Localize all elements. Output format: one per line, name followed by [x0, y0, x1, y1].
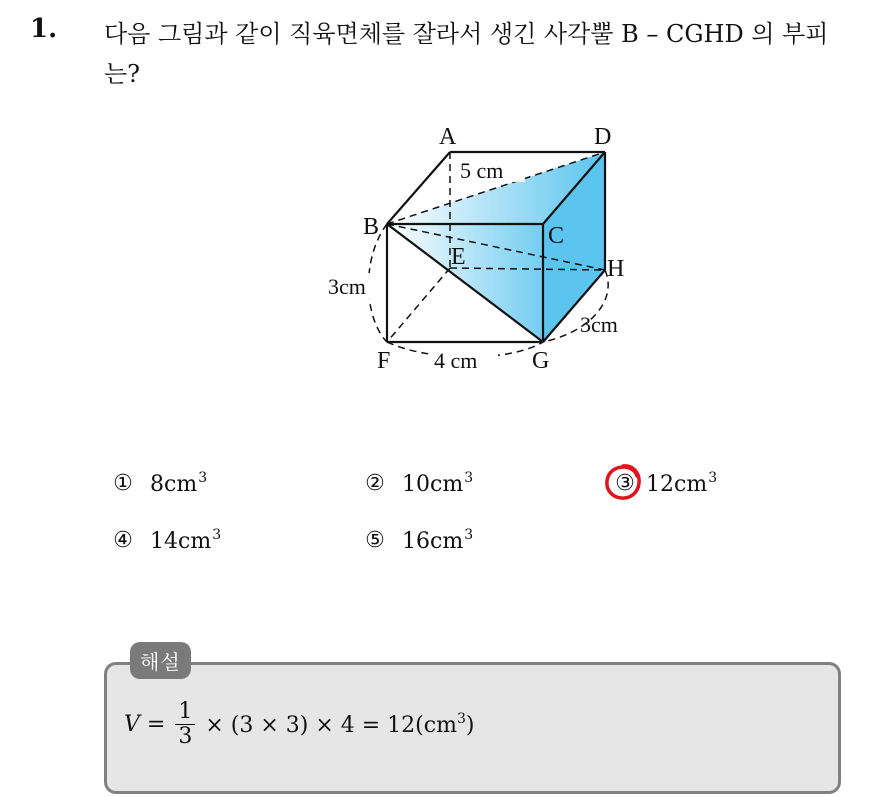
explanation-formula: [124, 700, 474, 749]
choice-5-symbol: ⑤: [365, 528, 385, 553]
formula-lhs: V =: [124, 712, 166, 737]
vertex-a-label: A: [439, 124, 457, 150]
choice-3-value: $12cm^3$: [646, 470, 718, 497]
choice-1-symbol: ①: [113, 471, 133, 496]
vertex-c-label: C: [548, 223, 565, 249]
choice-2-value: $10cm^3$: [402, 470, 474, 497]
choice-4-value: $14cm^3$: [150, 527, 222, 554]
vertex-h-label: H: [607, 256, 625, 282]
choice-3[interactable]: [612, 470, 717, 497]
fraction-numerator: 1: [175, 700, 195, 725]
choice-1[interactable]: [110, 470, 207, 497]
dimension-bottom-label: 4 cm: [434, 348, 478, 373]
question-number: 1.: [30, 14, 58, 44]
explanation-label: 해설: [130, 642, 191, 679]
choice-4[interactable]: [110, 527, 221, 554]
vertex-g-label: G: [532, 348, 550, 374]
vertex-e-label: E: [451, 244, 466, 270]
vertex-f-label: F: [377, 348, 391, 374]
cuboid-figure: [300, 110, 660, 390]
dimension-left-label: 3cm: [328, 274, 366, 299]
dimension-top-label: 5 cm: [460, 158, 504, 183]
dimension-right-label: 3cm: [580, 312, 618, 337]
vertex-b-label: B: [363, 214, 380, 240]
formula-fraction: [175, 700, 195, 749]
cuboid-svg: [300, 110, 660, 390]
choice-5-value: $16cm^3$: [402, 527, 474, 554]
question-text: 다음 그림과 같이 직육면체를 잘라서 생긴 사각뿔 B – CGHD 의 부피는?: [104, 20, 829, 88]
vertex-d-label: D: [594, 124, 612, 150]
choice-5[interactable]: [362, 527, 473, 554]
choice-1-value: $8cm^3$: [150, 470, 208, 497]
choice-2-symbol: ②: [365, 471, 385, 496]
choice-2[interactable]: [362, 470, 473, 497]
fraction-denominator: 3: [178, 724, 193, 749]
choice-3-symbol: ③: [612, 471, 638, 496]
choice-4-symbol: ④: [113, 528, 133, 553]
formula-rhs: × $(3 \times 3) \times 4 = 12(cm^3)$: [205, 711, 475, 738]
